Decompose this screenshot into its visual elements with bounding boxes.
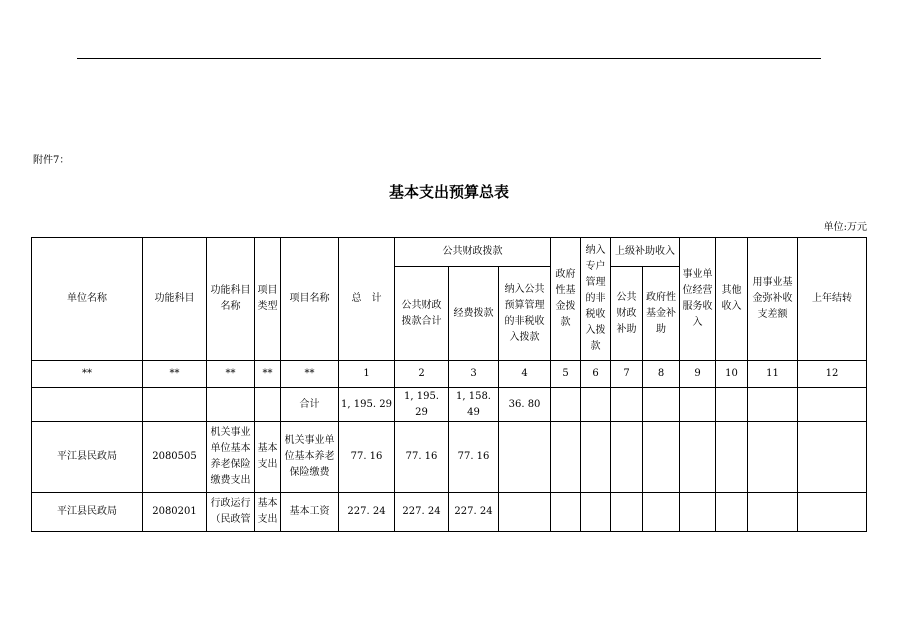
header-fund-offset: 用事业基金弥补收支差额 [748, 238, 798, 361]
header-prev-carryover: 上年结转 [798, 238, 867, 361]
table-row [32, 493, 867, 532]
sum-funding: 1, 158. 49 [449, 388, 499, 422]
cell-project-name: 机关事业单位基本养老保险缴费 [281, 422, 339, 493]
header-row-1 [32, 238, 867, 267]
unit-label: 单位:万元 [823, 222, 867, 233]
index-cell: 9 [680, 361, 716, 388]
index-cell: ** [143, 361, 207, 388]
index-cell: 10 [716, 361, 748, 388]
index-cell: 8 [643, 361, 680, 388]
sum-label: 合计 [281, 388, 339, 422]
cell-func-subject: 2080201 [143, 493, 207, 532]
cell-funding: 77. 16 [449, 422, 499, 493]
header-func-subject: 功能科目 [143, 238, 207, 361]
index-cell: 11 [748, 361, 798, 388]
header-special-non-tax: 纳入专户管理的非税收入拨款 [581, 238, 611, 361]
cell-public-finance-total: 227. 24 [395, 493, 449, 532]
header-gov-fund-subsidy: 政府性基金补助 [643, 267, 680, 361]
cell-func-subject: 2080505 [143, 422, 207, 493]
index-cell: 2 [395, 361, 449, 388]
header-func-subject-name: 功能科目名称 [207, 238, 255, 361]
cell-public-finance-total: 77. 16 [395, 422, 449, 493]
sum-total: 1, 195. 29 [339, 388, 395, 422]
cell-funding: 227. 24 [449, 493, 499, 532]
table-row [32, 422, 867, 493]
index-cell: ** [281, 361, 339, 388]
header-gov-fund: 政府性基金拨款 [551, 238, 581, 361]
header-business-income: 事业单位经营服务收入 [680, 238, 716, 361]
top-rule [77, 58, 821, 59]
header-unit-name: 单位名称 [32, 238, 143, 361]
budget-table [31, 237, 867, 532]
cell-project-name: 基本工资 [281, 493, 339, 532]
index-cell: 1 [339, 361, 395, 388]
index-cell: 4 [499, 361, 551, 388]
header-other-income: 其他收入 [716, 238, 748, 361]
index-cell: ** [32, 361, 143, 388]
index-cell: 12 [798, 361, 867, 388]
sum-non-tax-budget: 36. 80 [499, 388, 551, 422]
sum-row [32, 388, 867, 422]
header-superior-subsidy: 上级补助收入 [611, 238, 680, 267]
page-title: 基本支出预算总表 [388, 183, 509, 201]
index-cell: 7 [611, 361, 643, 388]
header-non-tax-budget: 纳入公共预算管理的非税收入拨款 [499, 267, 551, 361]
header-project-name: 项目名称 [281, 238, 339, 361]
header-project-type: 项目类型 [255, 238, 281, 361]
cell-total: 227. 24 [339, 493, 395, 532]
cell-total: 77. 16 [339, 422, 395, 493]
index-cell: ** [255, 361, 281, 388]
index-cell: 3 [449, 361, 499, 388]
header-public-finance-subsidy: 公共财政补助 [611, 267, 643, 361]
index-row [32, 361, 867, 388]
cell-unit-name: 平江县民政局 [32, 422, 143, 493]
cell-project-type: 基本支出 [255, 493, 281, 532]
cell-unit-name: 平江县民政局 [32, 493, 143, 532]
header-total: 总 计 [339, 238, 395, 361]
cell-func-subject-name-text: 行政运行（民政管 [210, 498, 251, 525]
index-cell: ** [207, 361, 255, 388]
cell-project-type: 基本支出 [255, 422, 281, 493]
header-public-finance-total: 公共财政拨款合计 [395, 267, 449, 361]
sum-public-finance-total: 1, 195. 29 [395, 388, 449, 422]
attachment-label: 附件7： [33, 155, 70, 166]
header-public-finance: 公共财政拨款 [395, 238, 551, 267]
index-cell: 6 [581, 361, 611, 388]
cell-func-subject-name [207, 493, 255, 532]
header-funding: 经费拨款 [449, 267, 499, 361]
cell-func-subject-name: 机关事业单位基本养老保险缴费支出 [207, 422, 255, 493]
index-cell: 5 [551, 361, 581, 388]
